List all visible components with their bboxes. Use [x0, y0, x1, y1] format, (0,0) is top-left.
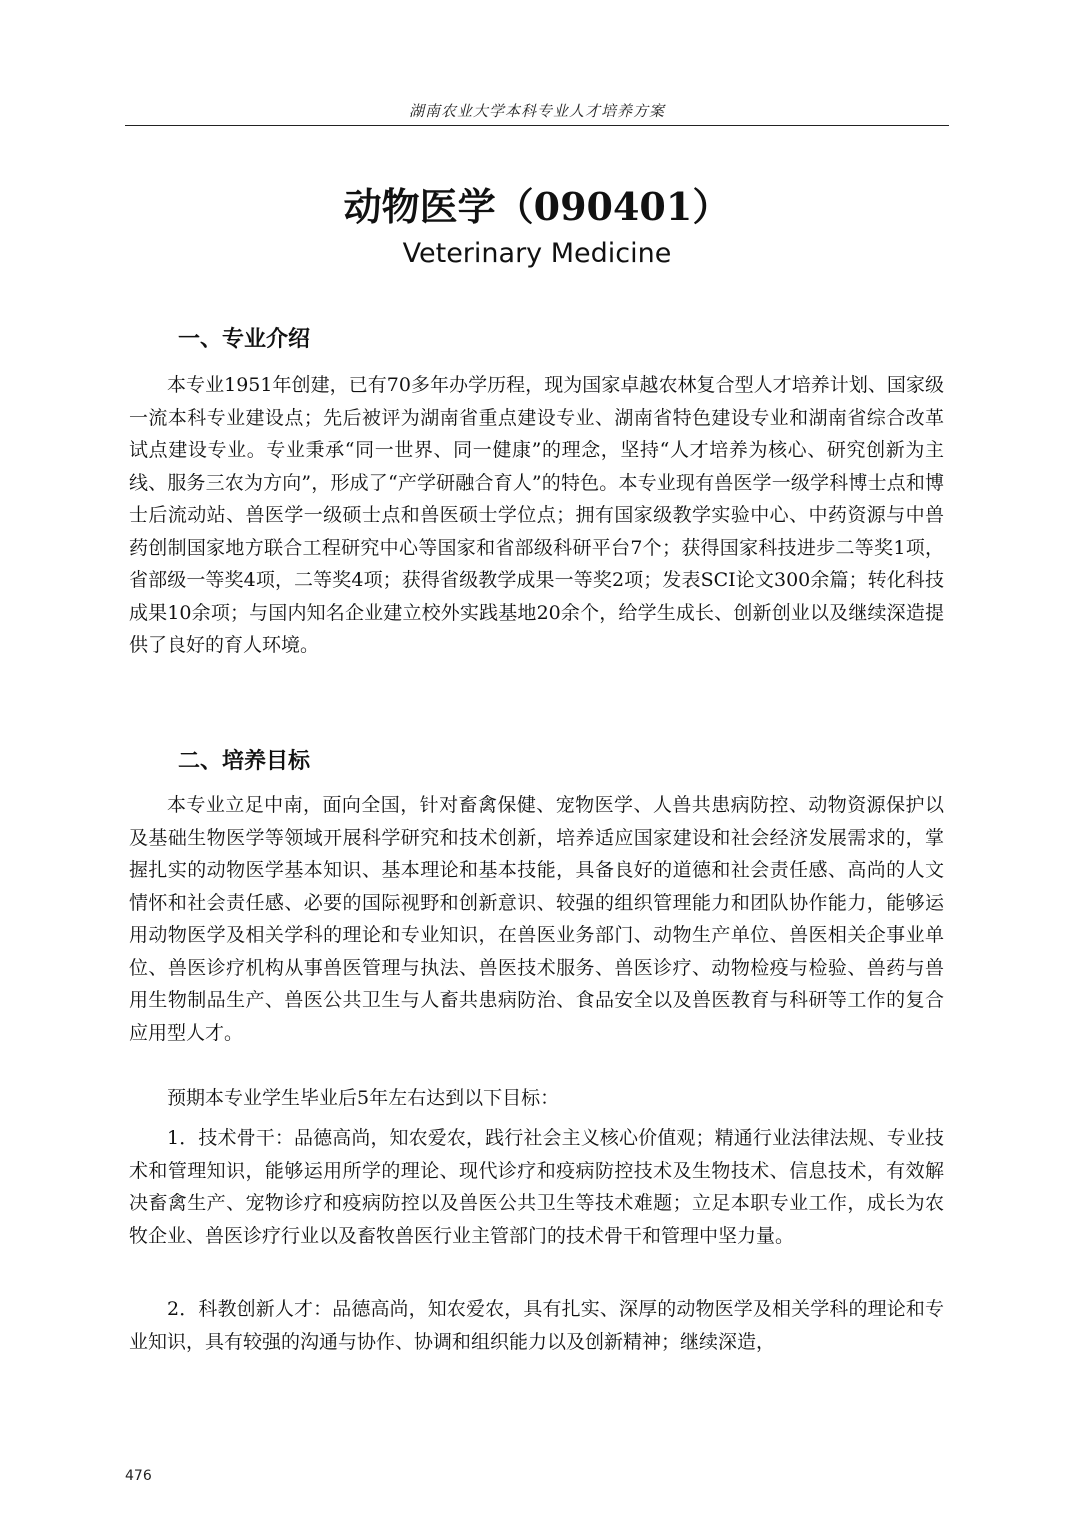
paragraph-goal-research-talent: 2．科教创新人才：品德高尚，知农爱农，具有扎实、深厚的动物医学及相关学科的理论和专业知识，具有较强的沟通与协作、协调和组织能力以及创新精神；继续深造，	[129, 1298, 944, 1353]
header-rule	[125, 125, 949, 126]
page-title: 动物医学（090401）	[343, 184, 731, 229]
paragraph-expected-goals: 预期本专业学生毕业后5年左右达到以下目标：	[167, 1087, 560, 1109]
paragraph-goal-technical-backbone: 1．技术骨干：品德高尚，知农爱农，践行社会主义核心价值观；精通行业法律法规、专业技术和管理知识，能够运用所学的理论、现代诊疗和疫病防控技术及生物技术、信息技术，有效解决畜禽生产、宠物诊疗和疫病防控以及兽医公共卫生等技术难题；立足本职专业工作，成长为农牧企业、兽医诊疗行业以及畜牧兽医行业主管部门的技术骨干和管理中坚力量。	[129, 1127, 944, 1247]
section-heading-objectives: 二、培养目标	[178, 749, 311, 774]
section-heading-introduction: 一、专业介绍	[178, 327, 311, 352]
running-header: 湖南农业大学本科专业人才培养方案	[408, 102, 665, 120]
paragraph-introduction: 本专业1951年创建，已有70多年办学历程，现为国家卓越农林复合型人才培养计划、国家级一流本科专业建设点；先后被评为湖南省重点建设专业、湖南省特色建设专业和湖南省综合改革试点建设专业。专业秉承“同一世界、同一健康”的理念，坚持“人才培养为核心、研究创新为主线、服务三农为方向”，形成了“产学研融合育人”的特色。本专业现有兽医学一级学科博士点和博士后流动站、兽医学一级硕士点和兽医硕士学位点；拥有国家级教学实验中心、中药资源与中兽药创制国家地方联合工程研究中心等国家和省部级科研平台7个；获得国家科技进步二等奖1项，省部级一等奖4项，二等奖4项；获得省级教学成果一等奖2项；发表SCI论文300余篇；转化科技成果10余项；与国内知名企业建立校外实践基地20余个，给学生成长、创新创业以及继续深造提供了良好的育人环境。	[129, 374, 944, 656]
page-subtitle-english: Veterinary Medicine	[402, 238, 672, 269]
page-number: 476	[125, 1468, 152, 1484]
paragraph-objectives: 本专业立足中南，面向全国，针对畜禽保健、宠物医学、人兽共患病防控、动物资源保护以及基础生物医学等领域开展科学研究和技术创新，培养适应国家建设和社会经济发展需求的，掌握扎实的动物医学基本知识、基本理论和基本技能，具备良好的道德和社会责任感、高尚的人文情怀和社会责任感、必要的国际视野和创新意识、较强的组织管理能力和团队协作能力，能够运用动物医学及相关学科的理论和专业知识，在兽医业务部门、动物生产单位、兽医相关企事业单位、兽医诊疗机构从事兽医管理与执法、兽医技术服务、兽医诊疗、动物检疫与检验、兽药与兽用生物制品生产、兽医公共卫生与人畜共患病防治、食品安全以及兽医教育与科研等工作的复合应用型人才。	[129, 794, 944, 1044]
